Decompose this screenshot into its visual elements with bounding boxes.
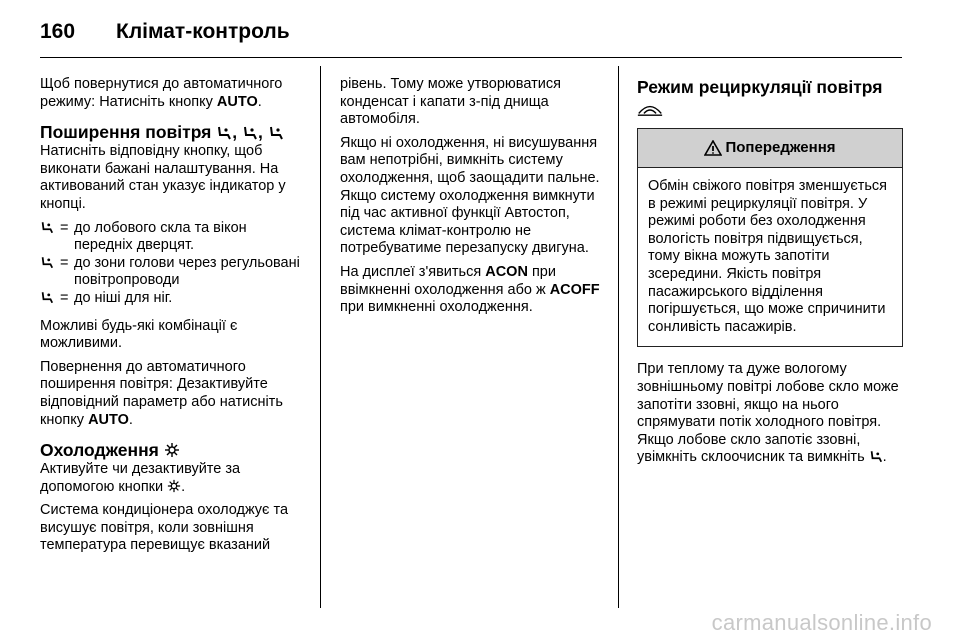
column-3: [637, 76, 903, 473]
windshield-airflow-icon: [40, 221, 54, 234]
return-auto-paragraph: Повернення до автоматичного поширення повітря: Дезактивуйте відповідний параметр або натисніть кнопку AUTO.: [40, 358, 283, 428]
footwell-airflow-icon: [40, 291, 54, 304]
definition-head: = до зони голови через регульовані повітропроводи: [40, 255, 302, 290]
cooling-off-paragraph: Якщо ні охолодження, ні висушування вам непотрібні, вимкніть систему охолодження, щоб заощадити пальне. Якщо систему охолодження вимкнути під час активної функції Автостоп, система клімат-контролю не потребуватиме перезапуску двигуна.: [340, 134, 600, 257]
distribution-definitions: [40, 220, 302, 308]
warning-text: Обмін свіжого повітря зменшується в режимі рециркуляції повітря. У режимі роботи без охолодження вологість повітря підвищується, тому вікна можуть запотіти зсередини. Якість повітря пасажирського відділення погіршується, що може спричинити сонливість пасажирів.: [648, 178, 888, 335]
definition-windshield: = до лобового скла та вікон передніх дверцят.: [40, 220, 302, 255]
warning-header: [638, 129, 902, 168]
combinations-paragraph: Можливі будь-які комбінації є можливими.: [40, 317, 238, 352]
head-airflow-icon: [40, 256, 54, 269]
windshield-airflow-icon: [216, 126, 232, 140]
cooling-toggle-paragraph: Активуйте чи дезактивуйте за допомогою кнопки .: [40, 461, 241, 495]
acoff-label: ACOFF: [549, 281, 600, 298]
acon-label: ACON: [485, 263, 528, 280]
column-1: [40, 76, 302, 561]
recirculation-heading: Режим рециркуляції повітря: [637, 76, 903, 120]
snowflake-icon: [167, 479, 181, 493]
header-rule: [40, 57, 902, 58]
column-2: [340, 76, 608, 323]
auto-return-paragraph: Щоб повернутися до автоматичного режиму: Натисніть кнопку AUTO.: [40, 76, 283, 110]
condensate-paragraph: рівень. Тому може утворюватися конденсат і капати з-під днища автомобіля.: [340, 76, 561, 128]
definition-footwell: = до ніші для ніг.: [40, 290, 302, 308]
snowflake-icon: [164, 442, 180, 458]
cooling-description-paragraph: Система кондиціонера охолоджує та висушує повітря, коли зовнішня температура перевищує вказаний: [40, 502, 289, 554]
footwell-airflow-icon: [268, 126, 284, 140]
page-number: 160: [40, 20, 76, 43]
air-distribution-heading: Поширення повітря , ,: [40, 121, 302, 143]
column-divider-1: [320, 66, 321, 608]
display-status-paragraph: На дисплеї з'явиться ACON при ввімкненні охолодження або ж ACOFF при вимкненні охолодження.: [340, 263, 600, 316]
windshield-airflow-icon: [869, 450, 883, 463]
auto-button-label: AUTO: [88, 411, 129, 428]
warning-box: [637, 128, 903, 347]
watermark: carmanualsonline.info: [711, 610, 932, 635]
warning-triangle-icon: [704, 140, 722, 156]
cooling-heading: Охолодження: [40, 439, 302, 461]
auto-button-label: AUTO: [216, 93, 258, 110]
recirculation-icon: [637, 103, 663, 117]
column-divider-2: [618, 66, 619, 608]
page-header: [40, 14, 290, 50]
head-airflow-icon: [242, 126, 258, 140]
chapter-title: Клімат-контроль: [116, 20, 290, 43]
distribution-instructions: Натисніть відповідну кнопку, щоб виконати бажані налаштування. На активований стан указує індикатор у кнопці.: [40, 143, 286, 212]
warning-title: Попередження: [725, 139, 836, 157]
fogging-paragraph: При теплому та дуже вологому зовнішньому повітрі лобове скло може запотіти ззовні, якщо на нього спрямувати потік холодного повітря. Якщо лобове скло запотіє ззовні, увімкніть склоочисник та вимкніть .: [637, 361, 899, 466]
